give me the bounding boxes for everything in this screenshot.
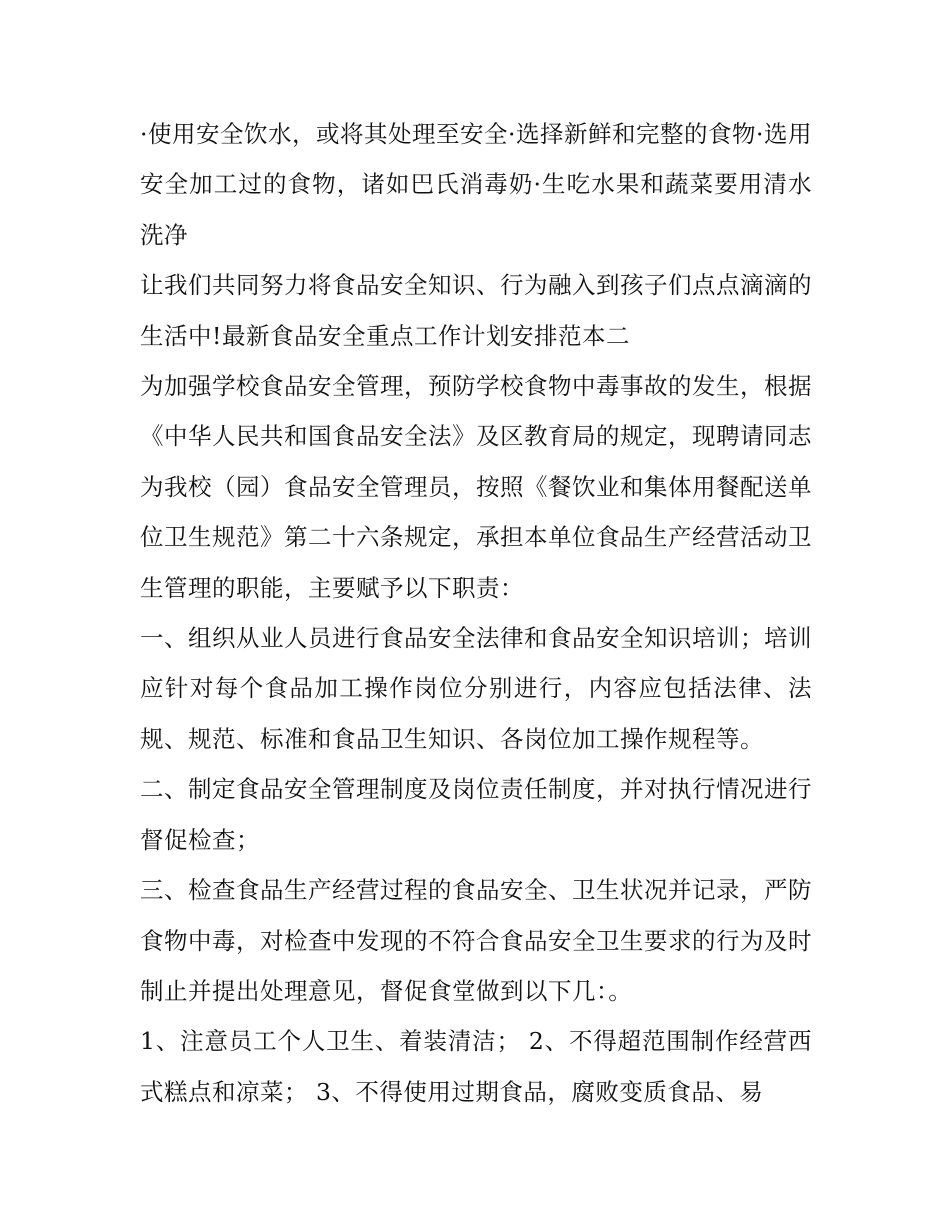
paragraph-closing-and-title: 让我们共同努力将食品安全知识、行为融入到孩子们点点滴滴的生活中!最新食品安全重点工作计划安排范本二 xyxy=(140,271,812,350)
paragraph-requirements-list: 1、注意员工个人卫生、着装清洁； 2、不得超范围制作经营西式糕点和凉菜； 3、不得使用过期食品，腐败变质食品、易 xyxy=(140,1027,812,1106)
paragraph-duty-3: 三、检查食品生产经营过程的食品安全、卫生状况并记录，严防食物中毒，对检查中发现的不符合食品安全卫生要求的行为及时制止并提出处理意见，督促食堂做到以下几：。 xyxy=(140,876,812,1005)
paragraph-appointment: 为加强学校食品安全管理，预防学校食物中毒事故的发生，根据《中华人民共和国食品安全法》及区教育局的规定，现聘请同志为我校（园）食品安全管理员，按照《餐饮业和集体用餐配送单位卫生规范》第二十六条规定，承担本单位食品生产经营活动卫生管理的职能，主要赋予以下职责： xyxy=(140,372,812,602)
document-body xyxy=(140,109,812,1117)
paragraph-duty-2: 二、制定食品安全管理制度及岗位责任制度，并对执行情况进行督促检查； xyxy=(140,775,812,854)
paragraph-duty-1: 一、组织从业人员进行食品安全法律和食品安全知识培训；培训应针对每个食品加工操作岗位分别进行，内容应包括法律、法规、规范、标准和食品卫生知识、各岗位加工操作规程等。 xyxy=(140,624,812,753)
paragraph-safety-tips: ·使用安全饮水，或将其处理至安全·选择新鲜和完整的食物·选用安全加工过的食物，诸如巴氏消毒奶·生吃水果和蔬菜要用清水洗净 xyxy=(140,120,812,249)
